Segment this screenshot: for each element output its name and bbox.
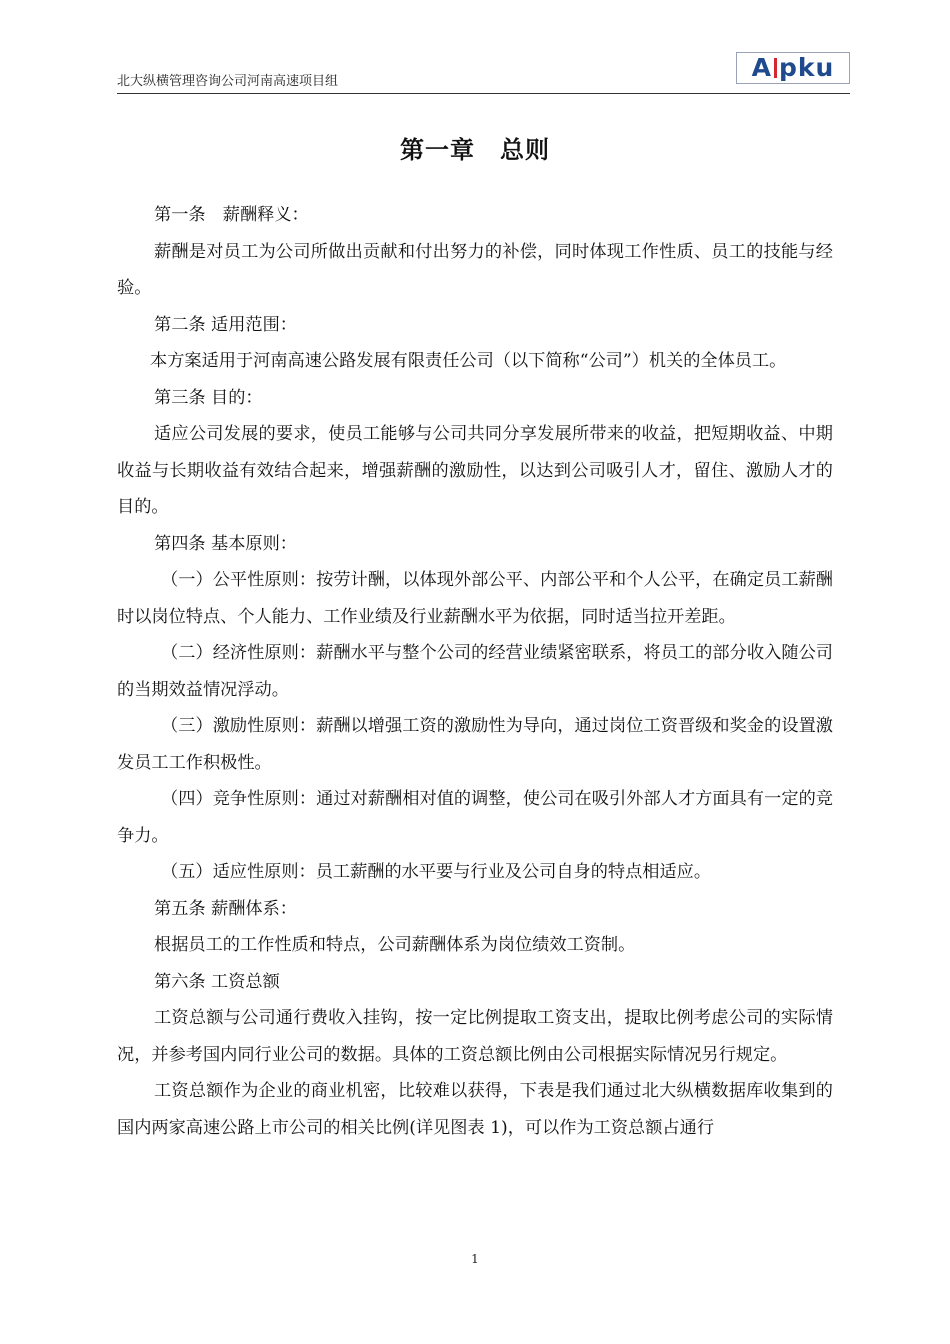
- article-heading: 第一条 薪酬释义：: [154, 205, 309, 225]
- article-heading: 第三条 目的：: [154, 387, 263, 408]
- paragraph: 根据员工的工作性质和特点，公司薪酬体系为岗位绩效工资制。: [154, 935, 636, 955]
- chapter-title: 第一章 总则: [400, 136, 550, 164]
- article-heading: 第六条 工资总额: [154, 971, 280, 992]
- logo-bar-icon: [774, 58, 777, 78]
- article-heading: 第五条 薪酬体系：: [154, 898, 297, 919]
- principle-item: （一）公平性原则：按劳计酬，以体现外部公平、内部公平和个人公平，在确定员工薪酬时以岗位特点、个人能力、工作业绩及行业薪酬水平为依据，同时适当拉开差距。: [117, 570, 833, 627]
- paragraph: 适应公司发展的要求，使员工能够与公司共同分享发展所带来的收益，把短期收益、中期收益与长期收益有效结合起来，增强薪酬的激励性，以达到公司吸引人才，留住、激励人才的目的。: [117, 424, 833, 517]
- logo-text-left: A: [751, 53, 773, 82]
- header-org-text: 北大纵横管理咨询公司河南高速项目组: [117, 74, 339, 89]
- paragraph: 本方案适用于河南高速公路发展有限责任公司（以下简称“公司”）机关的全体员工。: [150, 351, 787, 371]
- page-number: 1: [471, 1252, 479, 1266]
- logo-text-right: pku: [779, 53, 835, 82]
- paragraph: 薪酬是对员工为公司所做出贡献和付出努力的补偿，同时体现工作性质、员工的技能与经验。: [117, 241, 833, 298]
- principle-item: （三）激励性原则：薪酬以增强工资的激励性为导向，通过岗位工资晋级和奖金的设置激发员工工作积极性。: [117, 716, 833, 773]
- article-heading: 第二条 适用范围：: [154, 314, 297, 335]
- paragraph: 工资总额作为企业的商业机密，比较难以获得，下表是我们通过北大纵横数据库收集到的国内两家高速公路上市公司的相关比例(详见图表 1)，可以作为工资总额占通行: [117, 1081, 833, 1138]
- paragraph: 工资总额与公司通行费收入挂钩，按一定比例提取工资支出，提取比例考虑公司的实际情况，并参考国内同行业公司的数据。具体的工资总额比例由公司根据实际情况另行规定。: [117, 1008, 833, 1065]
- company-logo: [736, 52, 850, 84]
- page-header: [117, 53, 850, 94]
- header-rule: [117, 93, 850, 94]
- principle-item: （四）竞争性原则：通过对薪酬相对值的调整，使公司在吸引外部人才方面具有一定的竞争力。: [117, 789, 833, 846]
- principle-item: （五）适应性原则：员工薪酬的水平要与行业及公司自身的特点相适应。: [161, 862, 712, 882]
- article-heading: 第四条 基本原则：: [154, 533, 297, 554]
- principle-item: （二）经济性原则：薪酬水平与整个公司的经营业绩紧密联系，将员工的部分收入随公司的当期效益情况浮动。: [117, 643, 833, 700]
- document-body: [117, 197, 833, 1146]
